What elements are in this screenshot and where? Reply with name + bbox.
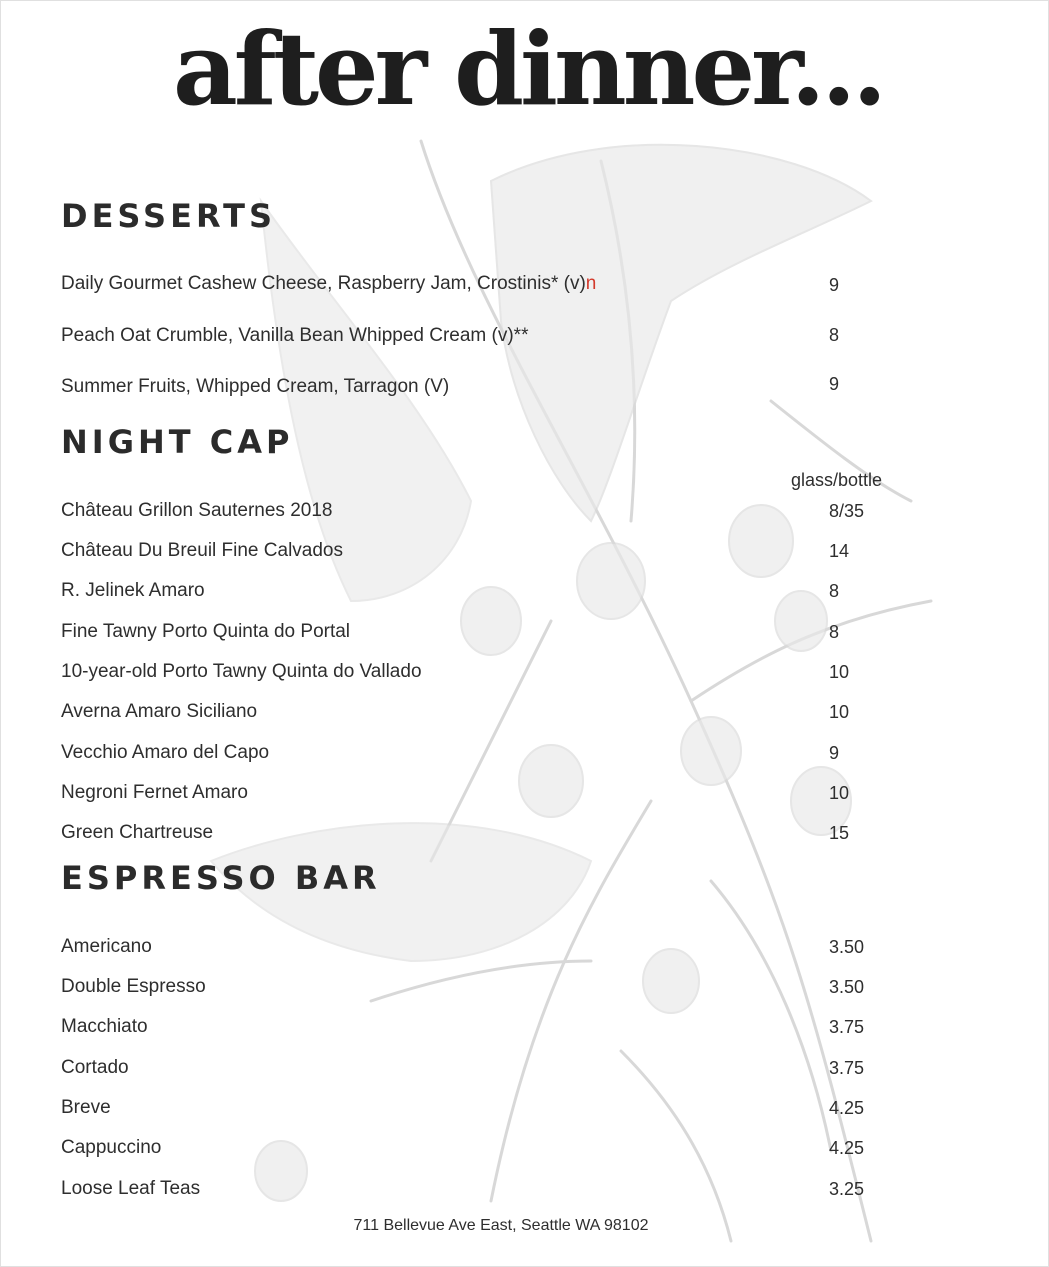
dessert-item-name: Summer Fruits, Whipped Cream, Tarragon (V) xyxy=(61,376,450,397)
espresso-item-price: 3.50 xyxy=(829,937,865,957)
espresso-item-price: 3.50 xyxy=(829,977,865,997)
night-cap-item-price: 8/35 xyxy=(829,501,865,521)
night-cap-item-price: 10 xyxy=(829,662,850,682)
espresso-item-name: Macchiato xyxy=(61,1016,148,1037)
nut-mark: n xyxy=(585,273,597,294)
night-cap-item-price: 9 xyxy=(829,743,840,763)
dessert-item-name: Peach Oat Crumble, Vanilla Bean Whipped Cream (v)** xyxy=(61,325,529,346)
night-cap-item-price: 14 xyxy=(829,541,850,561)
night-cap-item-name: Averna Amaro Siciliano xyxy=(61,701,258,722)
dessert-item-text: Daily Gourmet Cashew Cheese, Raspberry Jam, Crostinis* (v) xyxy=(61,273,586,294)
night-cap-item-name: 10-year-old Porto Tawny Quinta do Vallado xyxy=(61,661,422,682)
night-cap-item-name: Green Chartreuse xyxy=(61,822,214,843)
dessert-item-price: 9 xyxy=(829,275,840,295)
night-cap-item-name: Vecchio Amaro del Capo xyxy=(61,742,270,763)
espresso-item-name: Breve xyxy=(61,1097,111,1118)
night-cap-item-name: Château Grillon Sauternes 2018 xyxy=(61,500,333,521)
desserts-heading: DESSERTS xyxy=(61,197,277,235)
night-cap-heading: NIGHT CAP xyxy=(61,423,294,461)
night-cap-item-price: 8 xyxy=(829,581,840,601)
night-cap-item-name: Negroni Fernet Amaro xyxy=(61,782,248,803)
address-footer: 711 Bellevue Ave East, Seattle WA 98102 xyxy=(353,1217,649,1234)
espresso-item-name: Double Espresso xyxy=(61,976,206,997)
espresso-item-name: Cortado xyxy=(61,1057,129,1078)
espresso-item-name: Loose Leaf Teas xyxy=(61,1178,201,1199)
espresso-item-price: 3.25 xyxy=(829,1179,865,1199)
espresso-item-price: 3.75 xyxy=(829,1058,865,1078)
night-cap-item-price: 10 xyxy=(829,783,850,803)
espresso-item-price: 4.25 xyxy=(829,1098,865,1118)
glass-bottle-note: glass/bottle xyxy=(791,470,883,490)
menu-title: after dinner... xyxy=(173,10,884,128)
night-cap-item-price: 8 xyxy=(829,622,840,642)
espresso-bar-heading: ESPRESSO BAR xyxy=(61,859,381,897)
espresso-item-name: Americano xyxy=(61,936,152,957)
night-cap-item-name: Château Du Breuil Fine Calvados xyxy=(61,540,343,561)
espresso-item-price: 4.25 xyxy=(829,1138,865,1158)
night-cap-item-name: R. Jelinek Amaro xyxy=(61,580,205,601)
night-cap-item-name: Fine Tawny Porto Quinta do Portal xyxy=(61,621,351,642)
espresso-item-price: 3.75 xyxy=(829,1017,865,1037)
dessert-item-name xyxy=(61,274,596,293)
night-cap-item-price: 15 xyxy=(829,823,850,843)
espresso-item-name: Cappuccino xyxy=(61,1137,162,1158)
dessert-item-price: 9 xyxy=(829,374,840,394)
dessert-item-price: 8 xyxy=(829,325,840,345)
night-cap-item-price: 10 xyxy=(829,702,850,722)
